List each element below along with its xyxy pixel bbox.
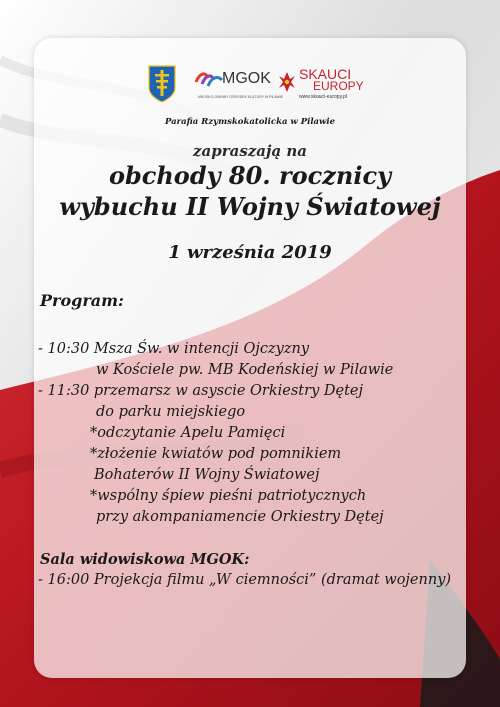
venue-heading: Sala widowiskowa MGOK: — [40, 551, 250, 568]
program-line: do parku miejskiego — [96, 404, 246, 420]
skauci-europy-logo — [277, 64, 364, 108]
program-line: *odczytanie Apelu Pamięci — [90, 425, 286, 441]
pilawa-coat-of-arms-icon — [147, 64, 177, 104]
program-line: - 11:30 przemarsz w asyscie Orkiestry Dętej — [38, 383, 363, 399]
parish-name: Parafia Rzymskokatolicka w Pilawie — [164, 117, 336, 127]
mgok-logo — [194, 66, 284, 106]
program-line: - 10:30 Msza Św. w intencji Ojczyzny — [38, 341, 310, 357]
program-line: *złożenie kwiatów pod pomnikiem — [90, 446, 342, 462]
venue-screening-item: - 16:00 Projekcja filmu „W ciemności” (dramat wojenny) — [38, 572, 452, 588]
program-line: przy akompaniamencie Orkiestry Dętej — [96, 509, 384, 525]
program-list — [38, 339, 478, 528]
title-line-2: wybuchu II Wojny Światowej — [59, 192, 441, 221]
event-title — [0, 160, 500, 222]
invite-text: zapraszają na — [192, 142, 308, 160]
mgok-subtitle: MIEJSKO-GMINNY OŚRODEK KULTURY W PILAWIE — [198, 95, 284, 99]
skauci-line1: SKAUCI — [299, 66, 352, 82]
skauci-url: www.skauci-europy.pl — [299, 94, 347, 100]
mgok-wordmark: MGOK — [222, 70, 271, 87]
maltese-cross-icon — [277, 70, 297, 94]
title-line-1: obchody 80. rocznicy — [108, 161, 392, 190]
mgok-hands-icon — [194, 68, 224, 88]
program-heading: Program: — [40, 291, 124, 310]
program-line: Bohaterów II Wojny Światowej — [94, 467, 320, 483]
logos-row — [0, 60, 500, 110]
program-line: w Kościele pw. MB Kodeńskiej w Pilawie — [96, 362, 394, 378]
skauci-line2: EUROPY — [313, 79, 364, 93]
program-line: *wspólny śpiew pieśni patriotycznych — [90, 488, 367, 504]
event-date: 1 września 2019 — [168, 242, 332, 263]
